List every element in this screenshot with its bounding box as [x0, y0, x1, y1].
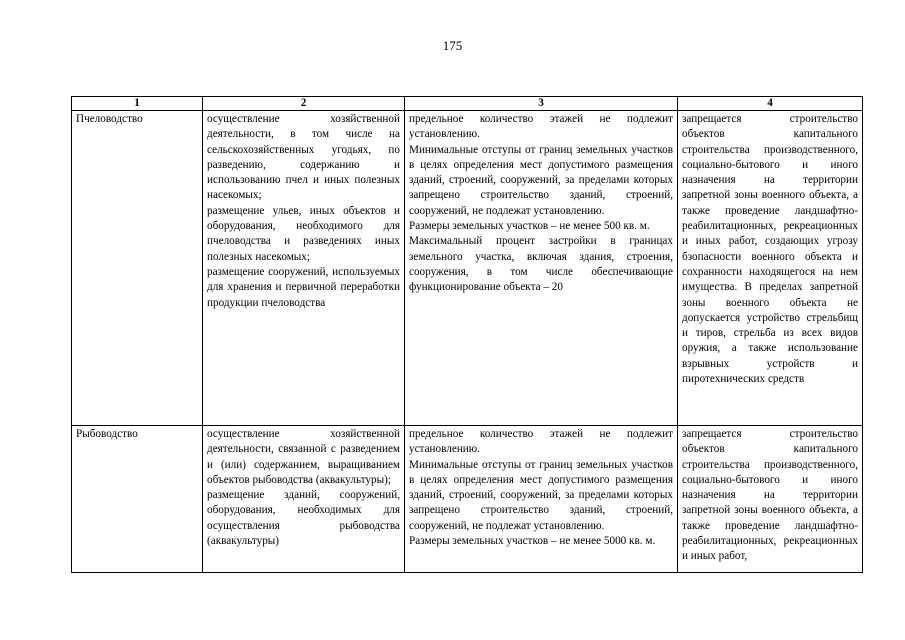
- table-row-beekeeping: [72, 111, 863, 426]
- parameter-item: Максимальный процент застройки в границах земельного участка, включая здания, строения, сооружения, в том числе обеспечивающие функционирование объекта – 20: [409, 235, 673, 294]
- column-header-2: 2: [203, 97, 405, 111]
- page-number: 175: [442, 38, 463, 53]
- column-header-4: 4: [678, 97, 863, 111]
- column-header-1: 1: [72, 97, 203, 111]
- use-description-item: размещение зданий, сооружений, оборудования, необходимых для осуществления рыбоводства (аквакультуры): [207, 489, 400, 548]
- land-use-regulations-table: [71, 96, 863, 573]
- parameter-item: Минимальные отступы от границ земельных участков в целях определения мест допустимого размещения зданий, строений, сооружений, за пределами которых запрещено строительство зданий, строений, сооружений, не подлежат установлению.: [409, 458, 673, 532]
- use-description-item: размещение сооружений, используемых для хранения и первичной переработки продукции пчеловодства: [207, 265, 400, 309]
- use-description-cell: [203, 426, 405, 573]
- use-description-item: осуществление хозяйственной деятельности, в том числе на сельскохозяйственных угодьях, по разведению, содержанию и использованию пчел и иных полезных насекомых;: [207, 113, 400, 202]
- parameter-item: предельное количество этажей не подлежит установлению.: [409, 113, 673, 141]
- parameters-cell: [405, 426, 678, 573]
- use-type-name: Рыбоводство: [76, 428, 138, 440]
- parameter-item: предельное количество этажей не подлежит установлению.: [409, 428, 673, 456]
- use-type-cell: [72, 426, 203, 573]
- parameter-item: Размеры земельных участков – не менее 5000 кв. м.: [409, 535, 656, 548]
- restriction-item: запрещается строительство объектов капитального строительства производственного, социально-бытового и иного назначения на территории запретной зоны военного объекта, а также проведение ландшафтно-реабилитационных, рекреационных и иных работ,: [682, 428, 858, 563]
- use-description-item: осуществление хозяйственной деятельности, связанной с разведением и (или) содержанием, выращиванием объектов рыбоводства (аквакультуры);: [207, 428, 400, 486]
- use-description-item: размещение ульев, иных объектов и оборудования, необходимого для пчеловодства и разведениях иных полезных насекомых;: [207, 204, 400, 263]
- use-description-cell: [203, 111, 405, 426]
- column-header-3: 3: [405, 97, 678, 111]
- restrictions-cell: [678, 111, 863, 426]
- parameters-cell: [405, 111, 678, 426]
- use-type-cell: [72, 111, 203, 426]
- table-row-fish-farming: [72, 426, 863, 573]
- table-header-row: [72, 97, 863, 111]
- restrictions-cell: [678, 426, 863, 573]
- parameter-item: Размеры земельных участков – не менее 500 кв. м.: [409, 220, 650, 233]
- parameter-item: Минимальные отступы от границ земельных участков в целях определения мест допустимого размещения зданий, строений, сооружений, за пределами которых запрещено строительство зданий, строений, сооружений, не подлежат установлению.: [409, 143, 673, 217]
- restriction-item: запрещается строительство объектов капитального строительства производственного, социально-бытового и иного назначения на территории запретной зоны военного объекта, а также проведение ландшафтно-реабилитационных, рекреационных и иных работ, создающих угрозу бзопасности военного объекта и сохранности находящегося на нем имущества. В пределах запретной зоны военного объекта не допускается устройство стрельбищ и тиров, стрельба из всех видов оружия, а также использование взрывных устройств и пиротехнических средств: [682, 113, 858, 386]
- use-type-name: Пчеловодство: [76, 113, 143, 125]
